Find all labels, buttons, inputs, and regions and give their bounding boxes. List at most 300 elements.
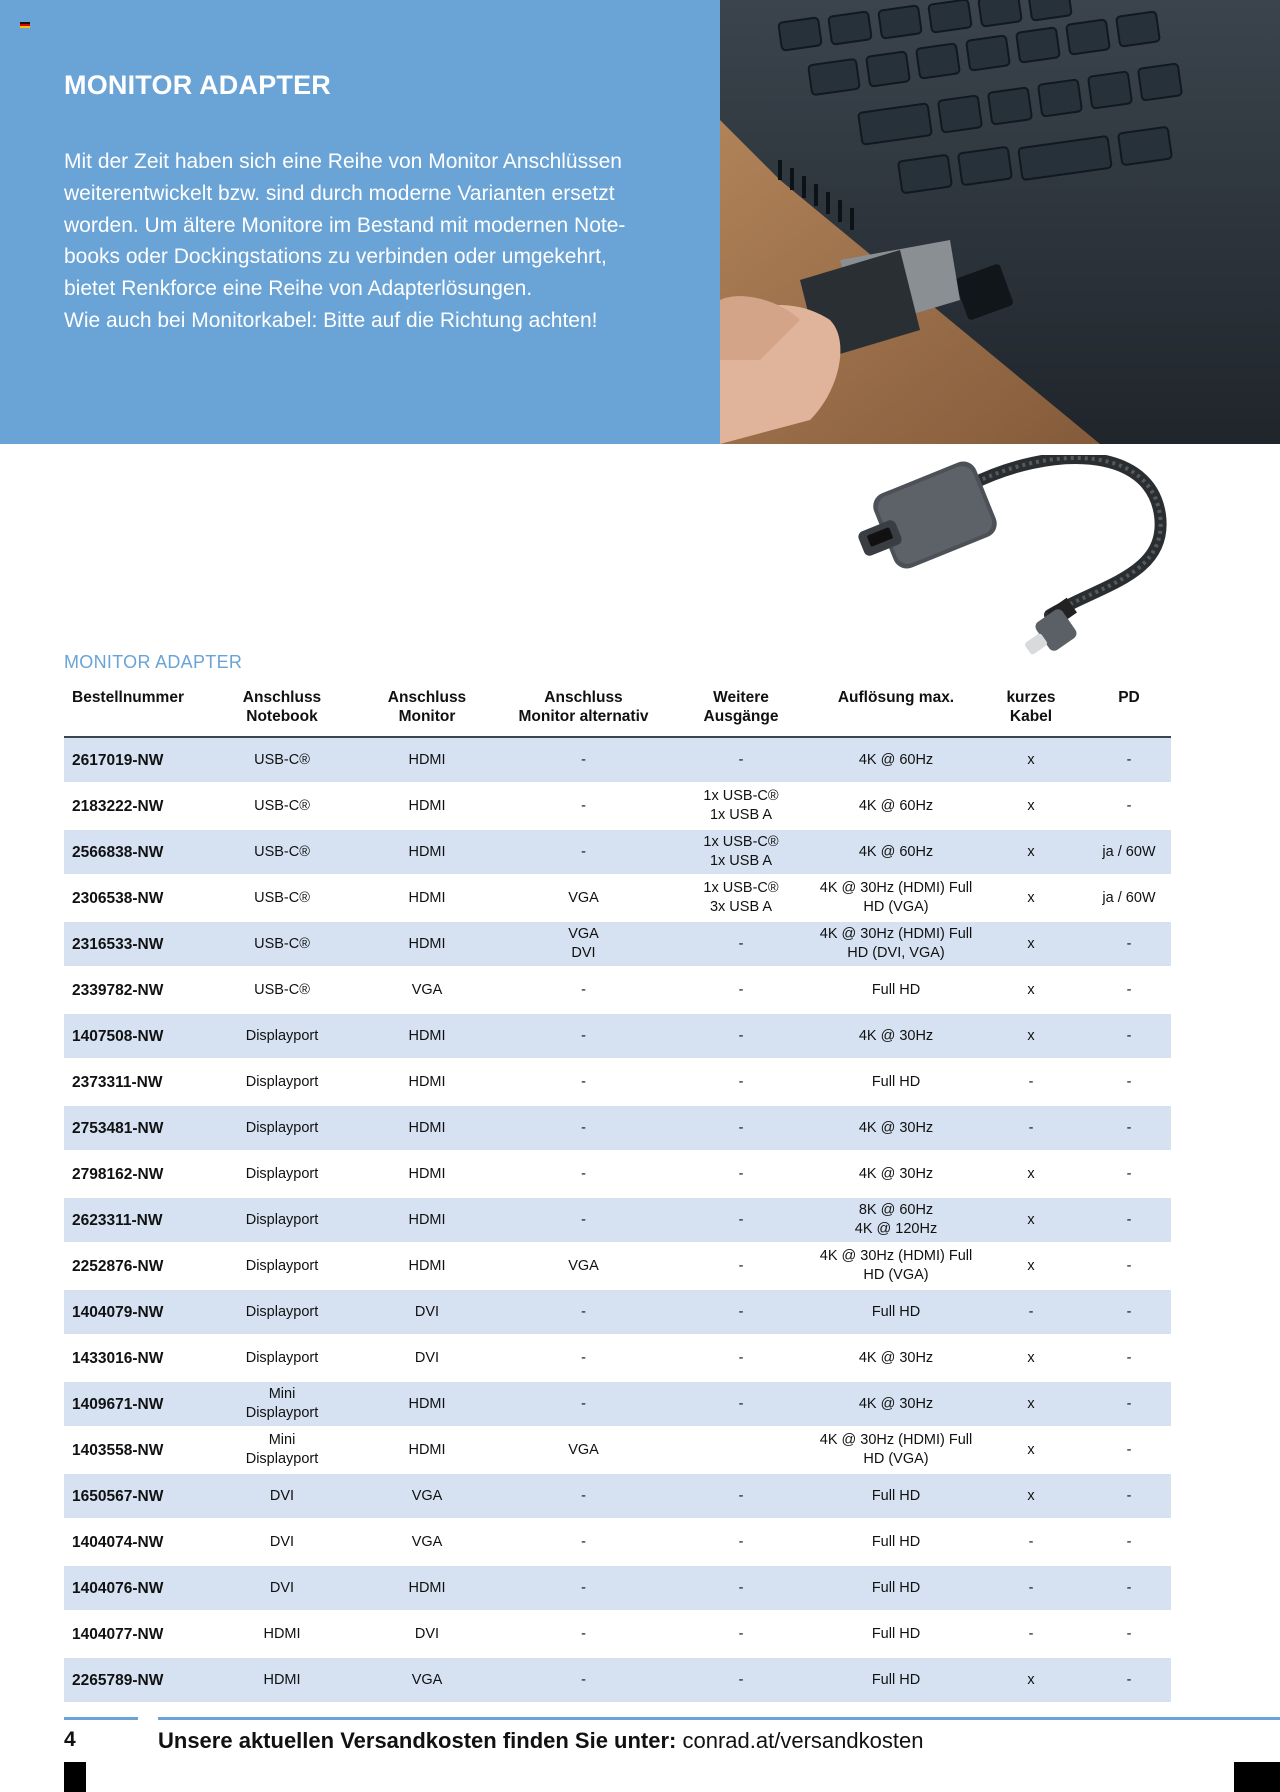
table-cell bbox=[352, 829, 502, 875]
table-cell bbox=[665, 1473, 817, 1519]
cell-text: - bbox=[738, 1579, 744, 1596]
table-cell bbox=[212, 921, 352, 967]
cell-text: - bbox=[581, 1487, 586, 1504]
cell-text: - bbox=[1126, 981, 1132, 998]
table-cell bbox=[212, 1151, 352, 1197]
table-cell bbox=[665, 1565, 817, 1611]
cell-text: VGA bbox=[568, 926, 599, 942]
cell-text: - bbox=[1126, 1257, 1132, 1274]
cell-text: 1404079-NW bbox=[72, 1303, 164, 1321]
table-cell bbox=[665, 1059, 817, 1105]
order-number-cell bbox=[64, 1519, 212, 1565]
cell-text: - bbox=[738, 935, 744, 952]
table-cell bbox=[817, 1013, 975, 1059]
cell-text: 2617019-NW bbox=[72, 751, 164, 769]
table-cell bbox=[975, 737, 1087, 783]
table-cell bbox=[212, 737, 352, 783]
table-cell bbox=[212, 1565, 352, 1611]
print-mark-left bbox=[64, 1762, 86, 1792]
intro-line: books oder Dockingstations zu verbinden oder umgekehrt, bbox=[64, 245, 607, 269]
page-title: MONITOR ADAPTER bbox=[64, 70, 332, 100]
cell-text: - bbox=[1126, 1303, 1132, 1320]
table-cell bbox=[352, 1473, 502, 1519]
cell-text: - bbox=[581, 981, 586, 998]
cell-text: - bbox=[1126, 1073, 1132, 1090]
german-flag-icon bbox=[20, 22, 30, 28]
intro-line: Wie auch bei Monitorkabel: Bitte auf die Richtung achten! bbox=[64, 308, 598, 332]
table-cell bbox=[502, 1059, 665, 1105]
cell-text: USB-C® bbox=[254, 981, 310, 998]
cell-text: - bbox=[581, 1119, 586, 1136]
cell-text: x bbox=[1027, 889, 1035, 906]
order-number-cell bbox=[64, 875, 212, 921]
table-row bbox=[64, 1059, 1171, 1105]
table-cell bbox=[665, 1197, 817, 1243]
cell-text: Displayport bbox=[245, 1405, 319, 1421]
column-header bbox=[975, 684, 1087, 737]
cell-text: 2373311-NW bbox=[72, 1073, 163, 1091]
table-cell bbox=[352, 921, 502, 967]
order-number-cell bbox=[64, 1243, 212, 1289]
table-cell bbox=[1087, 875, 1171, 921]
order-number-cell bbox=[64, 783, 212, 829]
cell-text: - bbox=[1028, 1303, 1034, 1320]
cell-text: USB-C® bbox=[254, 935, 310, 952]
table-row bbox=[64, 1013, 1171, 1059]
cell-text: 4K @ 30Hz (HDMI) Full bbox=[819, 880, 973, 896]
cell-text: - bbox=[1028, 1119, 1034, 1136]
table-cell bbox=[1087, 1611, 1171, 1657]
table-cell bbox=[1087, 1243, 1171, 1289]
cell-text: x bbox=[1027, 843, 1035, 860]
cell-text: - bbox=[738, 1073, 744, 1090]
table-row bbox=[64, 1657, 1171, 1703]
cell-text: - bbox=[738, 981, 744, 998]
order-number-cell bbox=[64, 1151, 212, 1197]
cell-text: - bbox=[581, 751, 586, 768]
cell-text: - bbox=[581, 1165, 586, 1182]
table-cell bbox=[817, 1243, 975, 1289]
cell-text: 2566838-NW bbox=[72, 843, 164, 861]
cell-text: Full HD bbox=[871, 981, 921, 998]
table-row bbox=[64, 1105, 1171, 1151]
hero-section bbox=[0, 0, 1280, 444]
cell-text: Displayport bbox=[245, 1303, 319, 1320]
column-header bbox=[502, 684, 665, 737]
cell-text: 2339782-NW bbox=[72, 981, 164, 999]
shipping-notice bbox=[158, 1728, 923, 1754]
column-header bbox=[817, 684, 975, 737]
table-cell bbox=[352, 1335, 502, 1381]
table-cell bbox=[975, 1289, 1087, 1335]
table-cell bbox=[502, 1243, 665, 1289]
order-number-cell bbox=[64, 921, 212, 967]
table-cell bbox=[352, 1197, 502, 1243]
column-header bbox=[64, 684, 212, 737]
intro-line: weiterentwickelt bzw. sind durch moderne Varianten ersetzt bbox=[64, 181, 615, 205]
cell-text: x bbox=[1027, 751, 1035, 768]
cell-text: 1x USB-C® bbox=[703, 880, 779, 896]
table-cell bbox=[352, 875, 502, 921]
table-cell bbox=[665, 1519, 817, 1565]
cell-text: VGA bbox=[568, 1441, 599, 1458]
cell-text: ja / 60W bbox=[1102, 889, 1156, 906]
cell-text: 1409671-NW bbox=[72, 1395, 164, 1413]
table-cell bbox=[212, 1013, 352, 1059]
table-title: MONITOR ADAPTER bbox=[64, 652, 243, 672]
cell-text: Displayport bbox=[245, 1073, 319, 1090]
cell-text: - bbox=[1126, 1211, 1132, 1228]
cell-text: 2183222-NW bbox=[72, 797, 164, 815]
cell-text: Full HD bbox=[871, 1303, 921, 1320]
table-cell bbox=[502, 1013, 665, 1059]
cell-text: - bbox=[1028, 1625, 1034, 1642]
table-cell bbox=[975, 783, 1087, 829]
table-cell bbox=[212, 1059, 352, 1105]
cell-text: 4K @ 30Hz (HDMI) Full bbox=[819, 1432, 973, 1448]
table-cell bbox=[1087, 1013, 1171, 1059]
cell-text: x bbox=[1027, 1441, 1035, 1458]
table-cell bbox=[352, 1151, 502, 1197]
cell-text: - bbox=[1126, 1027, 1132, 1044]
cell-text: USB-C® bbox=[254, 889, 310, 906]
intro-line: Mit der Zeit haben sich eine Reihe von Monitor Anschlüssen bbox=[64, 150, 622, 173]
table-cell bbox=[665, 1243, 817, 1289]
cell-text: HD (VGA) bbox=[863, 1267, 929, 1283]
cell-text: x bbox=[1027, 1211, 1035, 1228]
table-cell bbox=[502, 1519, 665, 1565]
table-cell bbox=[817, 737, 975, 783]
cell-text: VGA bbox=[411, 981, 443, 998]
order-number-cell bbox=[64, 1611, 212, 1657]
table-cell bbox=[1087, 1657, 1171, 1703]
cell-text: 8K @ 60Hz bbox=[858, 1202, 934, 1218]
table-cell bbox=[817, 1151, 975, 1197]
cell-text: - bbox=[581, 1579, 586, 1596]
table-cell bbox=[502, 829, 665, 875]
table-cell bbox=[212, 1105, 352, 1151]
table-row bbox=[64, 1611, 1171, 1657]
cell-text: 4K @ 30Hz bbox=[858, 1027, 934, 1044]
cell-text: HDMI bbox=[408, 1211, 446, 1228]
cell-text: - bbox=[1126, 1579, 1132, 1596]
table-row bbox=[64, 1335, 1171, 1381]
cell-text: - bbox=[581, 843, 586, 860]
table-row bbox=[64, 875, 1171, 921]
table-cell bbox=[665, 829, 817, 875]
order-number-cell bbox=[64, 829, 212, 875]
intro-line: bietet Renkforce eine Reihe von Adapterlösungen. bbox=[64, 277, 533, 301]
hero-text-panel bbox=[0, 0, 720, 444]
cell-text: 4K @ 60Hz bbox=[858, 843, 934, 860]
laptop-photo-illustration bbox=[720, 0, 1280, 444]
shipping-url[interactable]: conrad.at/versandkosten bbox=[682, 1728, 924, 1753]
table-cell bbox=[665, 967, 817, 1013]
cell-text: Displayport bbox=[245, 1165, 319, 1182]
cell-text: DVI bbox=[414, 1625, 440, 1642]
cell-text: DVI bbox=[269, 1487, 295, 1504]
column-header bbox=[352, 684, 502, 737]
table-cell bbox=[1087, 921, 1171, 967]
cell-text: HDMI bbox=[408, 1165, 446, 1182]
cell-text: Full HD bbox=[871, 1579, 921, 1596]
cell-text: 2306538-NW bbox=[72, 889, 164, 907]
cell-text: Displayport bbox=[245, 1349, 319, 1366]
table-cell bbox=[212, 1289, 352, 1335]
cell-text: HDMI bbox=[263, 1625, 301, 1642]
table-cell bbox=[975, 1013, 1087, 1059]
table-cell bbox=[817, 1197, 975, 1243]
cell-text: - bbox=[738, 1533, 744, 1550]
cell-text: - bbox=[1126, 1441, 1132, 1458]
table-row bbox=[64, 1519, 1171, 1565]
cell-text: - bbox=[581, 1533, 586, 1550]
table-cell bbox=[352, 1381, 502, 1427]
table-cell bbox=[817, 1611, 975, 1657]
table-cell bbox=[502, 1151, 665, 1197]
table-cell bbox=[212, 1381, 352, 1427]
cell-text: 1433016-NW bbox=[72, 1349, 164, 1367]
table-cell bbox=[817, 829, 975, 875]
cell-text: DVI bbox=[269, 1579, 295, 1596]
column-header-line: Anschluss bbox=[387, 689, 467, 706]
table-cell bbox=[975, 829, 1087, 875]
table-cell bbox=[975, 1427, 1087, 1473]
cell-text: Displayport bbox=[245, 1211, 319, 1228]
cell-text: - bbox=[581, 1303, 586, 1320]
table-cell bbox=[1087, 737, 1171, 783]
cell-text: - bbox=[738, 751, 744, 768]
table-cell bbox=[817, 1105, 975, 1151]
table-row bbox=[64, 967, 1171, 1013]
cell-text: 4K @ 30Hz bbox=[858, 1395, 934, 1412]
table-cell bbox=[665, 921, 817, 967]
cell-text: - bbox=[1126, 797, 1132, 814]
cell-text: 4K @ 30Hz (HDMI) Full bbox=[819, 1248, 973, 1264]
column-header-line: Weitere bbox=[713, 689, 769, 706]
table-cell bbox=[212, 1473, 352, 1519]
table-row bbox=[64, 1243, 1171, 1289]
table-cell bbox=[502, 1105, 665, 1151]
column-header-line: Monitor bbox=[398, 708, 456, 725]
table-cell bbox=[975, 1243, 1087, 1289]
cell-text: 2265789-NW bbox=[72, 1671, 164, 1689]
table-cell bbox=[665, 1427, 817, 1473]
table-cell bbox=[1087, 1565, 1171, 1611]
cell-text: Displayport bbox=[245, 1119, 319, 1136]
table-body bbox=[64, 737, 1171, 1703]
cell-text: - bbox=[1126, 1671, 1132, 1688]
table-cell bbox=[502, 1197, 665, 1243]
cell-text: - bbox=[1126, 1119, 1132, 1136]
table-cell bbox=[352, 1611, 502, 1657]
cell-text: 4K @ 120Hz bbox=[854, 1221, 938, 1237]
table-cell bbox=[1087, 1381, 1171, 1427]
column-header-line: Auflösung max. bbox=[837, 689, 955, 706]
table-cell bbox=[1087, 829, 1171, 875]
cell-text: 4K @ 30Hz bbox=[858, 1165, 934, 1182]
cell-text: - bbox=[581, 1395, 586, 1412]
table-cell bbox=[817, 1427, 975, 1473]
table-row bbox=[64, 1151, 1171, 1197]
cell-text: - bbox=[738, 1349, 744, 1366]
table-cell bbox=[665, 1105, 817, 1151]
usb-c-hdmi-adapter-image bbox=[850, 455, 1180, 670]
cell-text: DVI bbox=[414, 1349, 440, 1366]
table-cell bbox=[665, 1611, 817, 1657]
cell-text: 4K @ 30Hz bbox=[858, 1349, 934, 1366]
cell-text: 2316533-NW bbox=[72, 935, 164, 953]
cell-text: - bbox=[738, 1119, 744, 1136]
table-cell bbox=[665, 737, 817, 783]
table-cell bbox=[352, 1013, 502, 1059]
cell-text: 1x USB A bbox=[709, 807, 773, 823]
table-cell bbox=[352, 967, 502, 1013]
cell-text: HD (VGA) bbox=[863, 1451, 929, 1467]
cell-text: VGA bbox=[411, 1671, 443, 1688]
table-cell bbox=[212, 967, 352, 1013]
cell-text: - bbox=[581, 1625, 586, 1642]
table-header bbox=[64, 684, 1171, 737]
table-cell bbox=[817, 967, 975, 1013]
cell-text: USB-C® bbox=[254, 797, 310, 814]
cell-text: - bbox=[738, 1671, 744, 1688]
cell-text: - bbox=[581, 797, 586, 814]
cell-text: - bbox=[738, 1027, 744, 1044]
cell-text: x bbox=[1027, 1671, 1035, 1688]
cell-text: x bbox=[1027, 1027, 1035, 1044]
table-cell bbox=[502, 783, 665, 829]
cell-text: ja / 60W bbox=[1102, 843, 1156, 860]
table-cell bbox=[817, 1657, 975, 1703]
table-cell bbox=[975, 967, 1087, 1013]
table-cell bbox=[502, 921, 665, 967]
header-row bbox=[64, 684, 1171, 737]
cell-text: HDMI bbox=[263, 1671, 301, 1688]
table-cell bbox=[1087, 1473, 1171, 1519]
table-cell bbox=[1087, 1105, 1171, 1151]
table-row bbox=[64, 737, 1171, 783]
column-header-line: Monitor alternativ bbox=[518, 708, 649, 725]
cell-text: 1x USB-C® bbox=[703, 788, 779, 804]
cell-text: - bbox=[581, 1671, 586, 1688]
cell-text: DVI bbox=[269, 1533, 295, 1550]
column-header-line: kurzes bbox=[1006, 689, 1056, 706]
order-number-cell bbox=[64, 1105, 212, 1151]
table-row bbox=[64, 1565, 1171, 1611]
column-header-line: PD bbox=[1118, 689, 1140, 706]
cell-text: HDMI bbox=[408, 1257, 446, 1274]
table-cell bbox=[975, 1151, 1087, 1197]
table-row bbox=[64, 1473, 1171, 1519]
cell-text: x bbox=[1027, 981, 1035, 998]
table-row bbox=[64, 829, 1171, 875]
order-number-cell bbox=[64, 1335, 212, 1381]
cell-text: Mini bbox=[268, 1386, 296, 1402]
table-cell bbox=[352, 783, 502, 829]
table-cell bbox=[212, 783, 352, 829]
cell-text: - bbox=[738, 1165, 744, 1182]
cell-text: 1650567-NW bbox=[72, 1487, 164, 1505]
table-cell bbox=[502, 967, 665, 1013]
table-cell bbox=[1087, 1197, 1171, 1243]
cell-text: 2623311-NW bbox=[72, 1211, 163, 1229]
cell-text: 1404076-NW bbox=[72, 1579, 164, 1597]
table-cell bbox=[817, 1289, 975, 1335]
order-number-cell bbox=[64, 967, 212, 1013]
cell-text: HDMI bbox=[408, 1579, 446, 1596]
column-header bbox=[665, 684, 817, 737]
table-cell bbox=[1087, 1151, 1171, 1197]
order-number-cell bbox=[64, 1427, 212, 1473]
cell-text: - bbox=[1126, 1533, 1132, 1550]
column-header-line: Anschluss bbox=[544, 689, 623, 706]
table-cell bbox=[817, 1473, 975, 1519]
table-cell bbox=[1087, 967, 1171, 1013]
cell-text: - bbox=[581, 1349, 586, 1366]
cell-text: - bbox=[738, 1395, 744, 1412]
cell-text: HDMI bbox=[408, 1395, 446, 1412]
cell-text: - bbox=[1028, 1073, 1034, 1090]
table-cell bbox=[212, 1657, 352, 1703]
column-header-line: Ausgänge bbox=[703, 708, 779, 725]
cell-text: - bbox=[581, 1073, 586, 1090]
column-header-line: Bestellnummer bbox=[72, 689, 184, 706]
cell-text: - bbox=[1028, 1579, 1034, 1596]
order-number-cell bbox=[64, 1197, 212, 1243]
table-cell bbox=[352, 1105, 502, 1151]
cell-text: HDMI bbox=[408, 889, 446, 906]
cell-text: HDMI bbox=[408, 1073, 446, 1090]
cell-text: HDMI bbox=[408, 797, 446, 814]
cell-text: VGA bbox=[568, 1257, 599, 1274]
table-cell bbox=[1087, 1335, 1171, 1381]
adapter-illustration bbox=[850, 455, 1180, 670]
table-row bbox=[64, 921, 1171, 967]
laptop-displayport-photo bbox=[720, 0, 1280, 444]
order-number-cell bbox=[64, 1381, 212, 1427]
cell-text: 4K @ 60Hz bbox=[858, 751, 934, 768]
cell-text: VGA bbox=[411, 1533, 443, 1550]
table-cell bbox=[975, 1473, 1087, 1519]
table-cell bbox=[975, 1565, 1087, 1611]
intro-paragraph bbox=[64, 146, 674, 337]
table-cell bbox=[665, 1657, 817, 1703]
table-cell bbox=[975, 1519, 1087, 1565]
cell-text: - bbox=[1028, 1533, 1034, 1550]
page-number: 4 bbox=[64, 1728, 76, 1751]
table-cell bbox=[212, 1243, 352, 1289]
cell-text: x bbox=[1027, 1165, 1035, 1182]
cell-text: DVI bbox=[571, 945, 596, 961]
intro-line: worden. Um ältere Monitore im Bestand mit modernen Note- bbox=[64, 213, 626, 237]
cell-text: 1403558-NW bbox=[72, 1441, 164, 1459]
adapter-table bbox=[64, 684, 1171, 1704]
table-cell bbox=[502, 737, 665, 783]
cell-text: HDMI bbox=[408, 1441, 446, 1458]
cell-text: 2252876-NW bbox=[72, 1257, 164, 1275]
table-cell bbox=[502, 1335, 665, 1381]
cell-text: 2798162-NW bbox=[72, 1165, 164, 1183]
cell-text: 1x USB A bbox=[709, 853, 773, 869]
shipping-label: Unsere aktuellen Versandkosten finden Sie unter: bbox=[158, 1728, 677, 1753]
table-cell bbox=[1087, 1427, 1171, 1473]
table-cell bbox=[975, 1657, 1087, 1703]
table-row bbox=[64, 1427, 1171, 1473]
cell-text: Full HD bbox=[871, 1625, 921, 1642]
cell-text: x bbox=[1027, 1349, 1035, 1366]
column-header-line: Notebook bbox=[246, 708, 318, 725]
